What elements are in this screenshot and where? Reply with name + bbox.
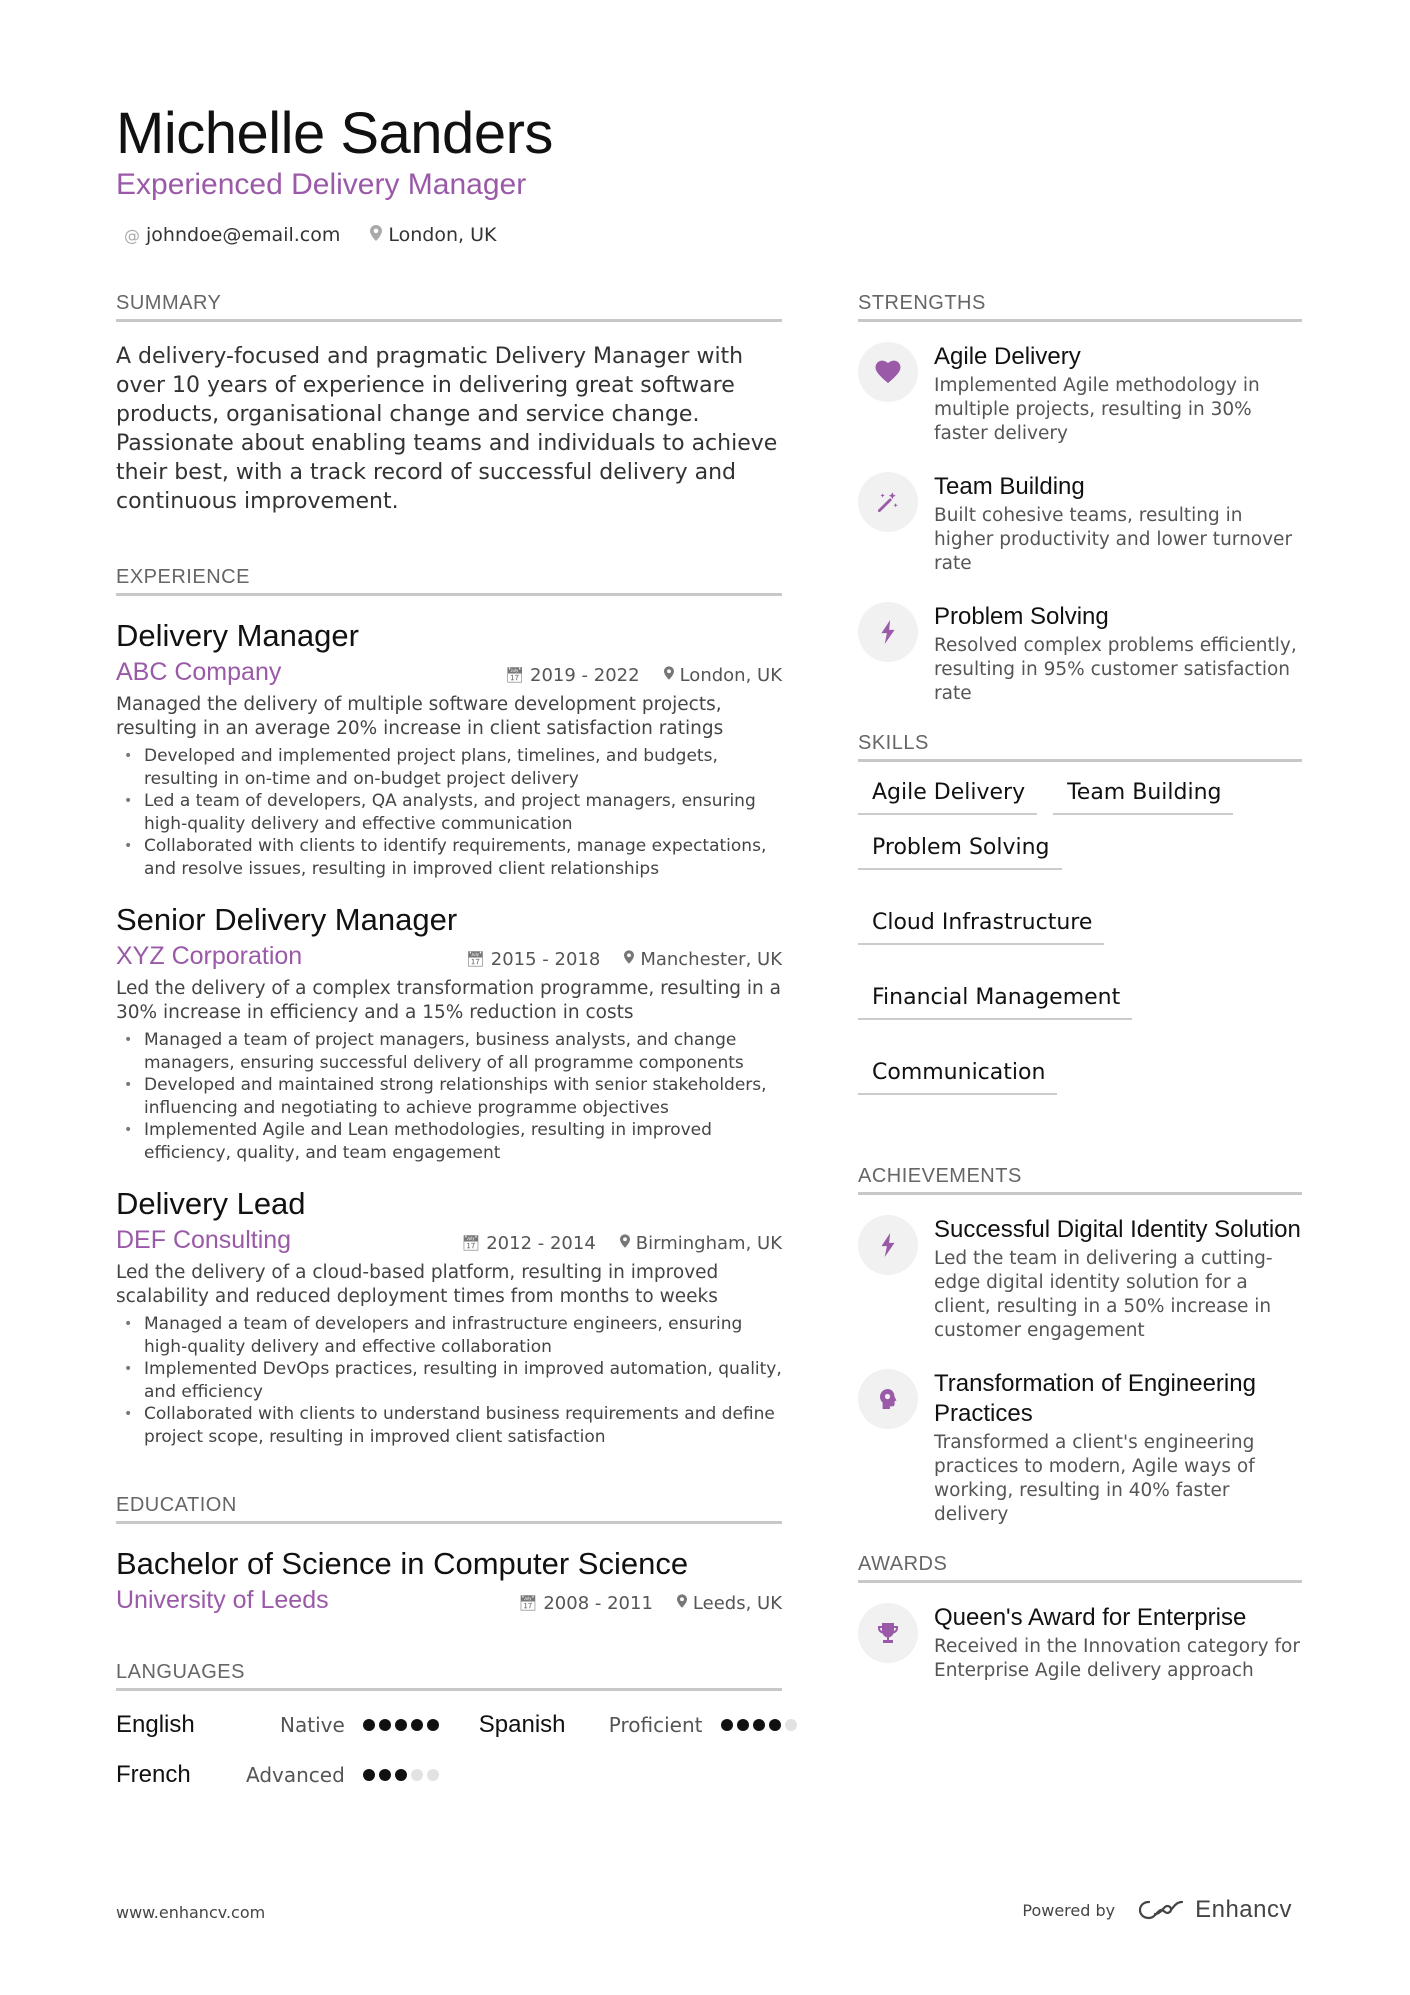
language-item (116, 1711, 439, 1739)
strength-desc: Implemented Agile methodology in multiple projects, resulting in 30% faster delivery (934, 375, 1260, 444)
skill-tag: Cloud Infrastructure (858, 910, 1104, 945)
rating-dot-filled (753, 1719, 765, 1731)
rating-dot-filled (395, 1719, 407, 1731)
experience-heading: EXPERIENCE (116, 566, 782, 596)
candidate-name: Michelle Sanders (116, 101, 553, 166)
language-item (479, 1711, 797, 1739)
summary-text: A delivery-focused and pragmatic Delivery Manager with over 10 years of experience in delivering great software products, organisational change and service change. Passionate about enabling teams and individuals to achieve their best, with a track record of successful delivery and continuous improvement. (116, 344, 778, 514)
location-text: London, UK (388, 224, 497, 246)
strengths-heading: STRENGTHS (858, 292, 1302, 322)
skill-tag: Communication (858, 1060, 1057, 1095)
rating-dot-filled (769, 1719, 781, 1731)
rating-dot-filled (427, 1719, 439, 1731)
education-meta (116, 1586, 782, 1615)
achievement-item (858, 1215, 1302, 1343)
map-pin-icon (677, 1594, 687, 1612)
education-heading: EDUCATION (116, 1494, 782, 1524)
calendar-icon: 📅︎ (518, 1594, 538, 1612)
job-location: Birmingham, UK (635, 1232, 782, 1254)
strength-title: Agile Delivery (934, 343, 1081, 370)
right-column (858, 292, 1302, 1709)
map-pin-icon (624, 950, 634, 968)
award-desc: Received in the Innovation category for Enterprise Agile delivery approach (934, 1636, 1300, 1681)
experience-section (116, 566, 782, 1448)
job-description: Managed the delivery of multiple software development projects, resulting in an average 20% increase in client satisfaction ratings (116, 694, 724, 739)
brain-head-icon (858, 1369, 918, 1429)
company-name: DEF Consulting (116, 1226, 292, 1254)
job-dates: 2012 - 2014 (486, 1232, 596, 1254)
language-level: Proficient (608, 1713, 703, 1737)
job-location: Manchester, UK (640, 948, 782, 970)
job-title: Delivery Manager (116, 618, 359, 653)
email-text: johndoe@email.com (146, 224, 341, 246)
rating-dot-filled (363, 1769, 375, 1781)
bullet-item: • Managed a team of developers and infrastructure engineers, ensuring high-quality delivery and effective collaboration (116, 1313, 782, 1358)
company-name: ABC Company (116, 658, 282, 686)
language-list (116, 1711, 782, 1789)
skill-tag: Financial Management (858, 985, 1132, 1020)
language-name: English (116, 1711, 195, 1738)
languages-heading: LANGUAGES (116, 1661, 782, 1691)
education-entry (116, 1546, 782, 1615)
education-details (518, 1593, 782, 1614)
job-dates: 2015 - 2018 (490, 948, 601, 970)
education-location: Leeds, UK (692, 1592, 782, 1614)
education-dates: 2008 - 2011 (543, 1592, 653, 1614)
calendar-icon: 📅︎ (465, 950, 485, 968)
summary-section (116, 292, 782, 516)
rating-dot-empty (411, 1769, 423, 1781)
rating-dot-empty (785, 1719, 797, 1731)
language-rating (363, 1719, 439, 1731)
infinity-logo-icon (1137, 1899, 1185, 1921)
school-name: University of Leeds (116, 1586, 329, 1614)
achievements-section (858, 1165, 1302, 1527)
achievements-list (858, 1215, 1302, 1527)
bullet-item: • Implemented DevOps practices, resulting in improved automation, quality, and efficiency (116, 1358, 782, 1403)
summary-heading: SUMMARY (116, 292, 782, 322)
language-item (116, 1761, 439, 1789)
bolt-icon (858, 1215, 918, 1275)
at-sign-icon: @ (124, 225, 140, 245)
job-title: Senior Delivery Manager (116, 902, 458, 937)
calendar-icon: 📅︎ (504, 666, 525, 684)
brand-name: Enhancv (1195, 1896, 1292, 1923)
job-location: London, UK (679, 664, 782, 686)
rating-dot-filled (379, 1719, 391, 1731)
job-description: Led the delivery of a complex transformation programme, resulting in a 30% increase in efficiency and a 15% reduction in costs (116, 978, 781, 1023)
job-description: Led the delivery of a cloud-based platform, resulting in improved scalability and reduced deployment times from months to weeks (116, 1262, 719, 1307)
rating-dot-empty (427, 1769, 439, 1781)
magic-wand-icon (858, 472, 918, 532)
skills-section (858, 732, 1302, 1095)
education-section (116, 1494, 782, 1615)
achievement-item (858, 1369, 1302, 1527)
candidate-title: Experienced Delivery Manager (116, 168, 527, 201)
job-entry (116, 618, 782, 880)
rating-dot-filled (363, 1719, 375, 1731)
awards-heading: AWARDS (858, 1553, 1302, 1583)
achievement-title: Successful Digital Identity Solution (934, 1216, 1301, 1243)
rating-dot-filled (395, 1769, 407, 1781)
strength-desc: Resolved complex problems efficiently, resulting in 95% customer satisfaction rate (934, 635, 1297, 704)
skills-list (858, 780, 1298, 1095)
job-meta (116, 942, 782, 971)
job-dates: 2019 - 2022 (530, 664, 640, 686)
rating-dot-filled (379, 1769, 391, 1781)
powered-by-label: Powered by (1022, 1900, 1116, 1920)
map-pin-icon (370, 225, 382, 245)
calendar-icon: 📅︎ (461, 1234, 481, 1252)
job-bullets (116, 1313, 782, 1448)
skill-tag: Agile Delivery (858, 780, 1037, 815)
degree-title: Bachelor of Science in Computer Science (116, 1546, 689, 1581)
strength-item (858, 342, 1302, 446)
job-details (505, 665, 782, 686)
bolt-icon (858, 602, 918, 662)
languages-section (116, 1661, 782, 1789)
strength-title: Problem Solving (934, 603, 1109, 630)
strengths-list (858, 342, 1302, 706)
language-name: French (116, 1761, 191, 1788)
achievement-desc: Led the team in delivering a cutting-edge digital identity solution for a client, resulting in a 50% increase in customer engagement (934, 1248, 1273, 1341)
award-item (858, 1603, 1302, 1683)
bullet-item: • Developed and implemented project plans, timelines, and budgets, resulting in on-time and on-budget project delivery (116, 745, 782, 790)
contact-location (370, 224, 496, 246)
bullet-item: • Collaborated with clients to understand business requirements and define project scope, resulting in improved client satisfaction (116, 1403, 782, 1448)
heart-icon (858, 342, 918, 402)
strength-item (858, 602, 1302, 706)
achievements-heading: ACHIEVEMENTS (858, 1165, 1302, 1195)
strength-item (858, 472, 1302, 576)
skill-tag: Problem Solving (858, 835, 1062, 870)
job-bullets (116, 1029, 782, 1164)
contact-row (124, 224, 496, 246)
achievement-title: Transformation of Engineering Practices (934, 1370, 1256, 1427)
language-name: Spanish (478, 1711, 566, 1738)
achievement-desc: Transformed a client's engineering practices to modern, Agile ways of working, resulting in 40% faster delivery (934, 1432, 1255, 1525)
bullet-item: • Collaborated with clients to identify requirements, manage expectations, and resolve issues, resulting in improved client relationships (116, 835, 782, 880)
bullet-item: • Implemented Agile and Lean methodologies, resulting in improved efficiency, quality, and team engagement (116, 1119, 782, 1164)
bullet-item: • Managed a team of project managers, business analysts, and change managers, ensuring successful delivery of all programme components (116, 1029, 782, 1074)
skill-tag: Team Building (1053, 780, 1233, 815)
job-meta (116, 1226, 782, 1255)
skills-heading: SKILLS (858, 732, 1302, 762)
job-entry (116, 1186, 782, 1448)
job-details (466, 949, 782, 970)
rating-dot-filled (411, 1719, 423, 1731)
strengths-section (858, 292, 1302, 706)
strength-title: Team Building (934, 473, 1085, 500)
awards-section (858, 1553, 1302, 1683)
company-name: XYZ Corporation (116, 942, 303, 970)
contact-email[interactable] (124, 224, 340, 246)
map-pin-icon (664, 666, 674, 684)
job-details (461, 1233, 782, 1254)
job-bullets (116, 745, 782, 880)
bullet-item: • Led a team of developers, QA analysts, and project managers, ensuring high-quality delivery and effective communication (116, 790, 782, 835)
footer-branding (1022, 1896, 1292, 1924)
language-level: Advanced (246, 1763, 345, 1787)
footer-website[interactable]: www.enhancv.com (116, 1903, 266, 1922)
bullet-item: • Developed and maintained strong relationships with senior stakeholders, influencing and negotiating to achieve programme objectives (116, 1074, 782, 1119)
job-meta (116, 658, 782, 687)
language-rating (721, 1719, 797, 1731)
map-pin-icon (620, 1234, 630, 1252)
awards-list (858, 1603, 1302, 1683)
award-title: Queen's Award for Enterprise (934, 1604, 1247, 1631)
left-column (116, 292, 782, 1789)
rating-dot-filled (721, 1719, 733, 1731)
rating-dot-filled (737, 1719, 749, 1731)
job-entry (116, 902, 782, 1164)
trophy-icon (858, 1603, 918, 1663)
brand-logo[interactable] (1137, 1896, 1292, 1924)
language-level: Native (280, 1713, 345, 1737)
language-rating (363, 1769, 439, 1781)
job-title: Delivery Lead (116, 1186, 306, 1221)
strength-desc: Built cohesive teams, resulting in higher productivity and lower turnover rate (934, 505, 1293, 574)
